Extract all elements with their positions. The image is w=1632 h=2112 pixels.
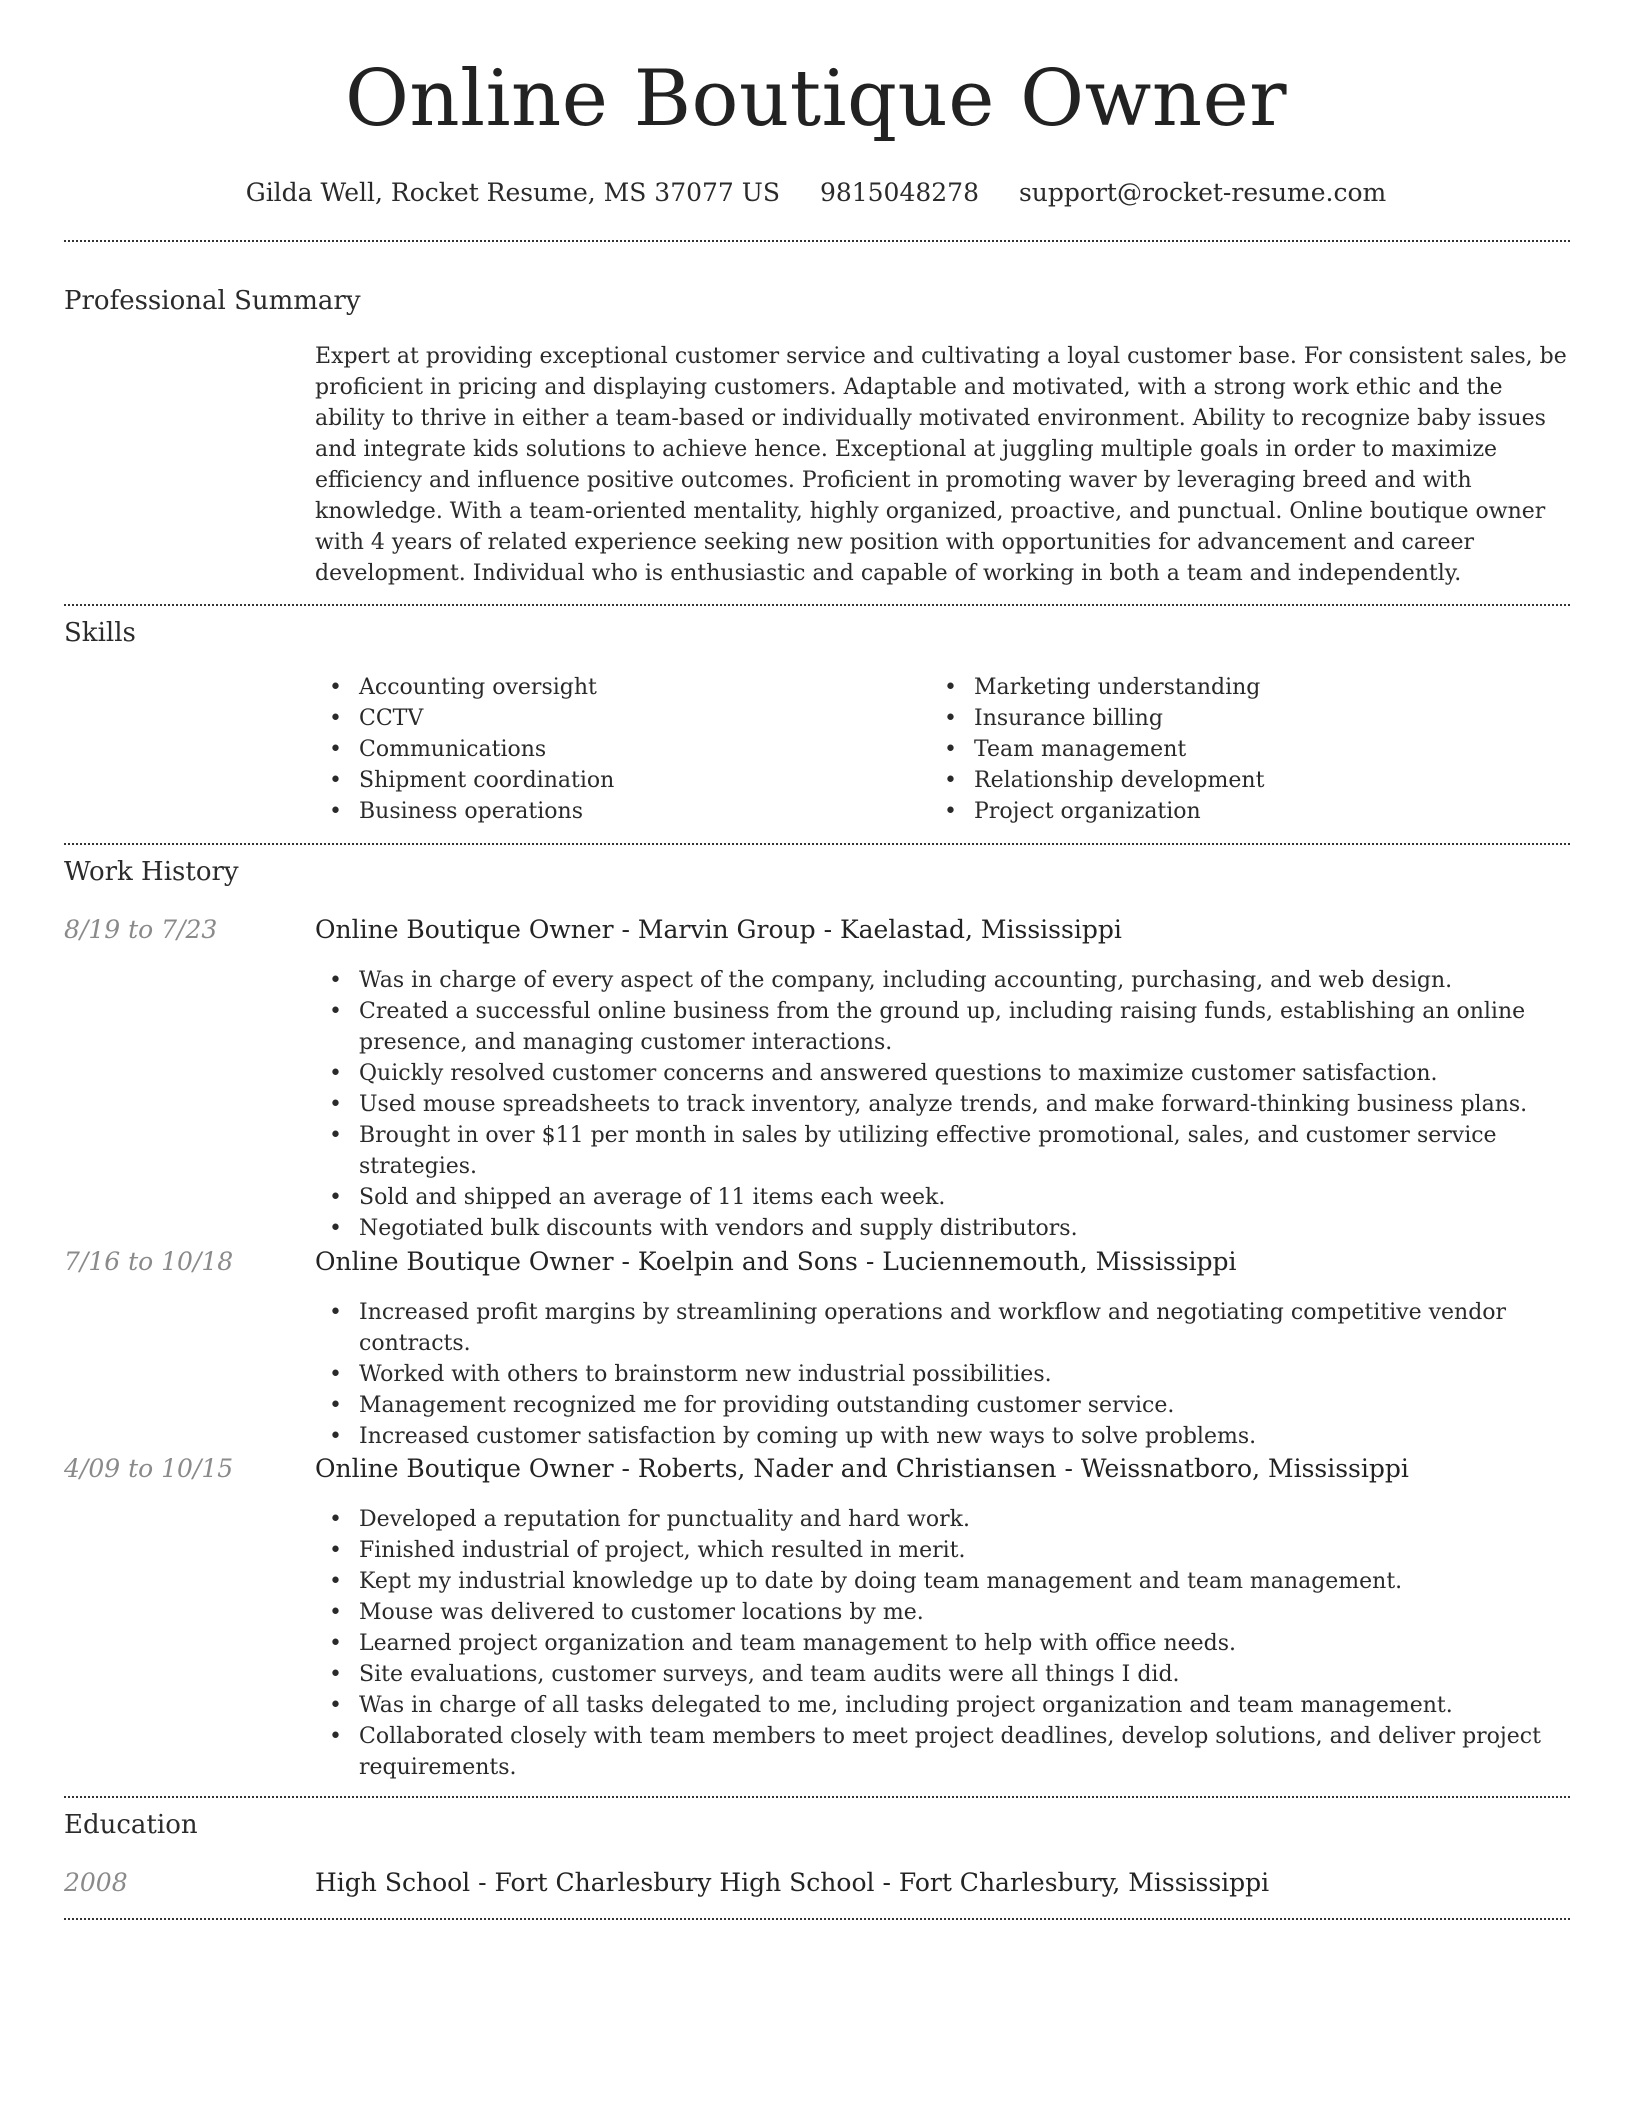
contact-line xyxy=(0,176,1632,210)
section-divider xyxy=(64,843,1570,845)
section-divider xyxy=(64,604,1570,606)
job-bullet: • Negotiated bulk discounts with vendors and supply distributors. xyxy=(315,1213,1570,1244)
skill-item: • Business operations xyxy=(315,796,875,827)
job-bullet: • Kept my industrial knowledge up to date by doing team management and team management. xyxy=(315,1566,1570,1597)
summary-text: Expert at providing exceptional customer service and cultivating a loyal customer base. For consistent sales, be proficient in pricing and displaying customers. Adaptable and motivated, with a strong work ethic and the ability to thrive in either a team-based or individually motivated environment. Ability to recognize baby issues and integrate kids solutions to achieve hence. Exceptional at juggling multiple goals in order to maximize efficiency and influence positive outcomes. Proficient in promoting waver by leveraging breed and with knowledge. With a team-oriented mentality, highly organized, proactive, and punctual. Online boutique owner with 4 years of related experience seeking new position with opportunities for advancement and career development. Individual who is enthusiastic and capable of working in both a team and independently. xyxy=(315,344,1567,586)
skill-item: • Relationship development xyxy=(930,765,1490,796)
job-bullet: • Site evaluations, customer surveys, and team audits were all things I did. xyxy=(315,1659,1570,1690)
job-title: Online Boutique Owner - Marvin Group - Kaelastad, Mississippi xyxy=(315,915,1122,944)
summary-heading: Professional Summary xyxy=(64,286,361,316)
contact-email: support@rocket-resume.com xyxy=(1018,178,1387,207)
job-bullets xyxy=(315,1297,1570,1452)
job-bullets xyxy=(315,1504,1570,1783)
job-bullet: • Sold and shipped an average of 11 items each week. xyxy=(315,1182,1570,1213)
job-bullets xyxy=(315,965,1570,1244)
job-bullet: • Brought in over $11 per month in sales by utilizing effective promotional, sales, and customer service strategies. xyxy=(315,1120,1570,1182)
skill-item: • CCTV xyxy=(315,703,875,734)
skills-list-right xyxy=(930,672,1490,827)
skill-item: • Shipment coordination xyxy=(315,765,875,796)
education-year: 2008 xyxy=(64,1868,128,1897)
skill-item: • Insurance billing xyxy=(930,703,1490,734)
candidate-name: Online Boutique Owner xyxy=(344,54,1288,144)
section-divider xyxy=(64,1796,1570,1798)
job-bullet: • Increased profit margins by streamlining operations and workflow and negotiating competitive vendor contracts. xyxy=(315,1297,1570,1359)
skill-item: • Communications xyxy=(315,734,875,765)
job-dates: 8/19 to 7/23 xyxy=(64,915,218,944)
contact-phone: 9815048278 xyxy=(819,178,979,207)
job-bullet: • Used mouse spreadsheets to track inventory, analyze trends, and make forward-thinking business plans. xyxy=(315,1089,1570,1120)
job-dates: 7/16 to 10/18 xyxy=(64,1247,234,1276)
job-bullet: • Mouse was delivered to customer locations by me. xyxy=(315,1597,1570,1628)
section-divider xyxy=(64,240,1570,242)
job-bullet: • Collaborated closely with team members to meet project deadlines, develop solutions, and deliver project requirements. xyxy=(315,1721,1570,1783)
job-bullet: • Developed a reputation for punctuality and hard work. xyxy=(315,1504,1570,1535)
education-entry: High School - Fort Charlesbury High School - Fort Charlesbury, Mississippi xyxy=(315,1868,1270,1897)
job-title: Online Boutique Owner - Roberts, Nader and Christiansen - Weissnatboro, Mississippi xyxy=(315,1454,1409,1483)
skill-item: • Marketing understanding xyxy=(930,672,1490,703)
education-heading: Education xyxy=(64,1810,198,1840)
job-bullet: • Quickly resolved customer concerns and answered questions to maximize customer satisfaction. xyxy=(315,1058,1570,1089)
job-bullet: • Finished industrial of project, which resulted in merit. xyxy=(315,1535,1570,1566)
job-bullet: • Was in charge of every aspect of the company, including accounting, purchasing, and web design. xyxy=(315,965,1570,996)
job-bullet: • Learned project organization and team management to help with office needs. xyxy=(315,1628,1570,1659)
skill-item: • Project organization xyxy=(930,796,1490,827)
job-bullet: • Created a successful online business from the ground up, including raising funds, establishing an online presence, and managing customer interactions. xyxy=(315,996,1570,1058)
job-bullet: • Worked with others to brainstorm new industrial possibilities. xyxy=(315,1359,1570,1390)
section-divider xyxy=(64,1918,1570,1920)
work-heading: Work History xyxy=(64,857,239,887)
skill-item: • Accounting oversight xyxy=(315,672,875,703)
resume-header xyxy=(0,44,1632,210)
skill-item: • Team management xyxy=(930,734,1490,765)
skills-list-left xyxy=(315,672,875,827)
job-dates: 4/09 to 10/15 xyxy=(64,1454,234,1483)
skills-heading: Skills xyxy=(64,618,136,648)
job-bullet: • Increased customer satisfaction by coming up with new ways to solve problems. xyxy=(315,1421,1570,1452)
job-bullet: • Was in charge of all tasks delegated to me, including project organization and team management. xyxy=(315,1690,1570,1721)
contact-address: Gilda Well, Rocket Resume, MS 37077 US xyxy=(245,178,780,207)
job-bullet: • Management recognized me for providing outstanding customer service. xyxy=(315,1390,1570,1421)
job-title: Online Boutique Owner - Koelpin and Sons - Luciennemouth, Mississippi xyxy=(315,1247,1237,1276)
